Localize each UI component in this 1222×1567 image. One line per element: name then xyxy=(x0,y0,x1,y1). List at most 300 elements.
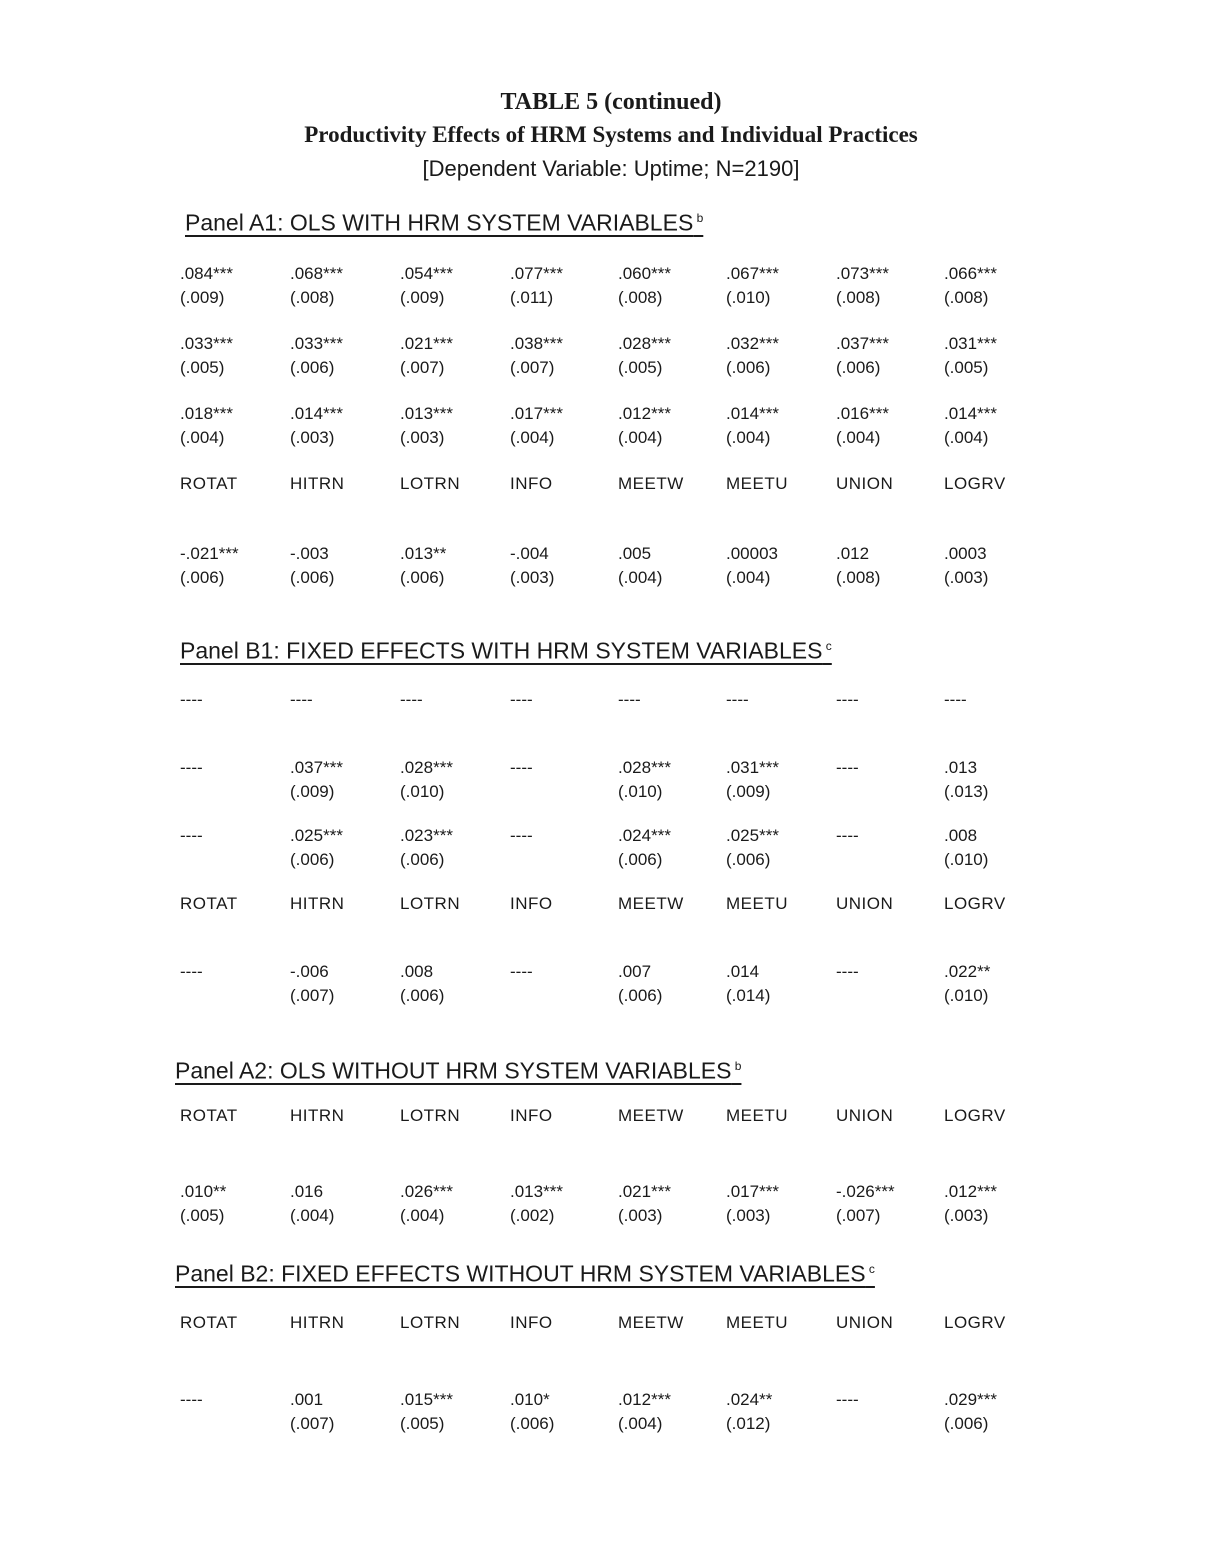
panel-heading-text: Panel A1: OLS WITH HRM SYSTEM VARIABLES xyxy=(185,209,694,236)
coefficient-estimate: .077*** xyxy=(510,264,563,283)
variable-label: LOGRV xyxy=(944,1313,1006,1332)
coefficient-estimate: .013** xyxy=(400,544,447,563)
standard-error xyxy=(510,780,620,804)
coefficient-estimate: .066*** xyxy=(944,264,997,283)
coefficient-cell xyxy=(836,824,946,872)
variable-header-row xyxy=(0,472,1222,496)
standard-error xyxy=(180,712,290,736)
coefficient-estimate: -.004 xyxy=(510,544,549,563)
coefficient-estimate: ---- xyxy=(836,758,859,777)
coefficient-estimate: .015*** xyxy=(400,1390,453,1409)
coefficient-estimate: ---- xyxy=(180,1390,203,1409)
panel-heading xyxy=(175,1052,741,1085)
coefficient-estimate: .016*** xyxy=(836,404,889,423)
variable-label: MEETW xyxy=(618,894,684,913)
standard-error: (.004) xyxy=(400,1206,445,1225)
coefficient-estimate: .037*** xyxy=(290,758,343,777)
coefficient-cell xyxy=(510,960,620,1008)
standard-error: (.004) xyxy=(618,1414,663,1433)
coefficient-estimate: .031*** xyxy=(726,758,779,777)
coefficient-estimate: .025*** xyxy=(290,826,343,845)
coefficient-cell xyxy=(944,262,1054,310)
standard-error: (.003) xyxy=(618,1206,663,1225)
coefficient-cell xyxy=(290,1180,400,1228)
standard-error: (.005) xyxy=(944,358,989,377)
variable-label: HITRN xyxy=(290,1106,345,1125)
standard-error: (.003) xyxy=(510,568,555,587)
coefficient-estimate: -.006 xyxy=(290,962,329,981)
coefficient-estimate: .014*** xyxy=(944,404,997,423)
coefficient-estimate: .067*** xyxy=(726,264,779,283)
coefficient-estimate: .060*** xyxy=(618,264,671,283)
coefficient-cell xyxy=(726,1388,836,1436)
coefficient-estimate: .026*** xyxy=(400,1182,453,1201)
coefficient-estimate: .013 xyxy=(944,758,978,777)
coefficient-cell xyxy=(290,960,400,1008)
footnote-marker: b xyxy=(731,1059,742,1073)
coefficient-estimate: .017*** xyxy=(726,1182,779,1201)
coefficient-estimate: .068*** xyxy=(290,264,343,283)
coefficient-estimate: ---- xyxy=(510,690,533,709)
coefficient-cell xyxy=(510,262,620,310)
standard-error: (.004) xyxy=(180,428,225,447)
coefficient-cell xyxy=(618,542,728,590)
variable-label: INFO xyxy=(510,1106,553,1125)
coefficient-cell xyxy=(180,756,290,804)
standard-error: (.010) xyxy=(400,782,445,801)
coefficient-cell xyxy=(944,1388,1054,1436)
coefficient-cell xyxy=(726,960,836,1008)
standard-error xyxy=(618,712,728,736)
standard-error: (.012) xyxy=(726,1414,771,1433)
standard-error: (.009) xyxy=(180,288,225,307)
coefficient-estimate: .028*** xyxy=(618,758,671,777)
variable-label: LOGRV xyxy=(944,894,1006,913)
coefficient-estimate: .084*** xyxy=(180,264,233,283)
coefficient-cell xyxy=(618,756,728,804)
coefficient-estimate: .014*** xyxy=(726,404,779,423)
coefficient-estimate: .038*** xyxy=(510,334,563,353)
variable-label: MEETU xyxy=(726,1313,788,1332)
standard-error xyxy=(510,848,620,872)
coefficient-estimate: ---- xyxy=(618,690,641,709)
coefficient-estimate: .073*** xyxy=(836,264,889,283)
panel-heading xyxy=(175,1255,875,1288)
standard-error: (.006) xyxy=(400,986,445,1005)
coefficient-estimate: .023*** xyxy=(400,826,453,845)
variable-label: INFO xyxy=(510,474,553,493)
standard-error: (.008) xyxy=(618,288,663,307)
standard-error: (.006) xyxy=(400,850,445,869)
standard-error: (.006) xyxy=(510,1414,555,1433)
dependent-variable-note: [Dependent Variable: Uptime; N=2190] xyxy=(422,156,800,181)
coefficient-cell xyxy=(836,332,946,380)
standard-error: (.010) xyxy=(618,782,663,801)
coefficient-estimate: .00003 xyxy=(726,544,778,563)
coefficient-row xyxy=(0,262,1222,314)
coefficient-estimate: .037*** xyxy=(836,334,889,353)
standard-error: (.007) xyxy=(290,986,335,1005)
coefficient-cell xyxy=(290,542,400,590)
coefficient-estimate: ---- xyxy=(944,690,967,709)
panel-heading-text: Panel A2: OLS WITHOUT HRM SYSTEM VARIABLES xyxy=(175,1057,732,1084)
table-subtitle: Productivity Effects of HRM Systems and Individual Practices xyxy=(304,122,918,147)
variable-label: LOTRN xyxy=(400,894,461,913)
coefficient-cell xyxy=(400,542,510,590)
coefficient-estimate: .012*** xyxy=(944,1182,997,1201)
coefficient-estimate: .001 xyxy=(290,1390,324,1409)
coefficient-cell xyxy=(726,402,836,450)
coefficient-estimate: .012 xyxy=(836,544,870,563)
coefficient-cell xyxy=(836,1388,946,1436)
variable-label: LOGRV xyxy=(944,474,1006,493)
standard-error xyxy=(836,712,946,736)
coefficient-estimate: .025*** xyxy=(726,826,779,845)
coefficient-estimate: .024** xyxy=(726,1390,773,1409)
standard-error: (.006) xyxy=(944,1414,989,1433)
coefficient-cell xyxy=(944,960,1054,1008)
standard-error: (.014) xyxy=(726,986,771,1005)
standard-error xyxy=(944,712,1054,736)
coefficient-estimate: .010* xyxy=(510,1390,550,1409)
coefficient-cell xyxy=(726,262,836,310)
standard-error: (.013) xyxy=(944,782,989,801)
coefficient-estimate: ---- xyxy=(836,1390,859,1409)
footnote-marker: b xyxy=(693,211,704,225)
standard-error: (.007) xyxy=(836,1206,881,1225)
standard-error: (.010) xyxy=(944,850,989,869)
coefficient-row xyxy=(0,1388,1222,1440)
standard-error: (.008) xyxy=(836,288,881,307)
coefficient-cell xyxy=(180,262,290,310)
variable-label: MEETW xyxy=(618,1313,684,1332)
variable-label: HITRN xyxy=(290,894,345,913)
standard-error: (.004) xyxy=(290,1206,335,1225)
coefficient-cell xyxy=(290,262,400,310)
variable-label: ROTAT xyxy=(180,1106,238,1125)
standard-error xyxy=(180,848,290,872)
variable-label: ROTAT xyxy=(180,474,238,493)
coefficient-estimate: .014 xyxy=(726,962,760,981)
standard-error: (.006) xyxy=(290,850,335,869)
coefficient-cell xyxy=(510,542,620,590)
standard-error: (.008) xyxy=(944,288,989,307)
coefficient-estimate: .018*** xyxy=(180,404,233,423)
coefficient-cell xyxy=(618,262,728,310)
coefficient-row xyxy=(0,542,1222,594)
coefficient-estimate: ---- xyxy=(180,826,203,845)
coefficient-estimate: .021*** xyxy=(618,1182,671,1201)
coefficient-cell xyxy=(180,688,290,736)
coefficient-estimate: .010** xyxy=(180,1182,227,1201)
standard-error: (.005) xyxy=(180,358,225,377)
variable-label: INFO xyxy=(510,1313,553,1332)
standard-error: (.006) xyxy=(290,358,335,377)
coefficient-estimate: -.026*** xyxy=(836,1182,895,1201)
coefficient-estimate: ---- xyxy=(510,962,533,981)
standard-error: (.008) xyxy=(290,288,335,307)
variable-header-row xyxy=(0,1104,1222,1128)
coefficient-estimate: .029*** xyxy=(944,1390,997,1409)
variable-label: LOTRN xyxy=(400,1106,461,1125)
coefficient-estimate: ---- xyxy=(180,758,203,777)
standard-error xyxy=(836,984,946,1008)
coefficient-cell xyxy=(400,262,510,310)
standard-error: (.003) xyxy=(290,428,335,447)
standard-error: (.007) xyxy=(510,358,555,377)
coefficient-estimate: .012*** xyxy=(618,404,671,423)
standard-error: (.003) xyxy=(944,1206,989,1225)
coefficient-estimate: ---- xyxy=(510,826,533,845)
coefficient-estimate: ---- xyxy=(836,690,859,709)
coefficient-row xyxy=(0,402,1222,454)
panel-heading xyxy=(180,632,832,665)
coefficient-cell xyxy=(180,402,290,450)
coefficient-cell xyxy=(618,402,728,450)
coefficient-estimate: .017*** xyxy=(510,404,563,423)
coefficient-row xyxy=(0,824,1222,876)
coefficient-estimate: .014*** xyxy=(290,404,343,423)
coefficient-row xyxy=(0,332,1222,384)
coefficient-cell xyxy=(726,688,836,736)
coefficient-estimate: .013*** xyxy=(400,404,453,423)
standard-error: (.010) xyxy=(726,288,771,307)
coefficient-cell xyxy=(180,1388,290,1436)
coefficient-cell xyxy=(944,542,1054,590)
table-title-block xyxy=(0,86,1222,186)
coefficient-estimate: .0003 xyxy=(944,544,987,563)
coefficient-row xyxy=(0,1180,1222,1232)
coefficient-cell xyxy=(510,824,620,872)
coefficient-estimate: .013*** xyxy=(510,1182,563,1201)
standard-error: (.006) xyxy=(726,358,771,377)
coefficient-cell xyxy=(726,756,836,804)
standard-error: (.003) xyxy=(726,1206,771,1225)
variable-label: LOGRV xyxy=(944,1106,1006,1125)
panel-heading-text: Panel B1: FIXED EFFECTS WITH HRM SYSTEM VARIABLES xyxy=(180,637,823,664)
coefficient-estimate: -.021*** xyxy=(180,544,239,563)
coefficient-cell xyxy=(290,824,400,872)
standard-error: (.004) xyxy=(618,428,663,447)
coefficient-cell xyxy=(618,1388,728,1436)
coefficient-cell xyxy=(400,960,510,1008)
standard-error: (.007) xyxy=(400,358,445,377)
coefficient-estimate: .031*** xyxy=(944,334,997,353)
standard-error: (.004) xyxy=(726,568,771,587)
standard-error: (.004) xyxy=(618,568,663,587)
coefficient-cell xyxy=(180,1180,290,1228)
standard-error xyxy=(400,712,510,736)
coefficient-cell xyxy=(836,542,946,590)
standard-error: (.003) xyxy=(400,428,445,447)
standard-error: (.006) xyxy=(836,358,881,377)
standard-error xyxy=(180,780,290,804)
coefficient-estimate: ---- xyxy=(180,690,203,709)
coefficient-cell xyxy=(290,756,400,804)
coefficient-row xyxy=(0,688,1222,740)
standard-error: (.004) xyxy=(944,428,989,447)
coefficient-cell xyxy=(618,824,728,872)
coefficient-cell xyxy=(510,688,620,736)
variable-label: MEETU xyxy=(726,1106,788,1125)
coefficient-cell xyxy=(944,402,1054,450)
coefficient-cell xyxy=(836,1180,946,1228)
variable-label: UNION xyxy=(836,1106,894,1125)
coefficient-row xyxy=(0,960,1222,1012)
coefficient-cell xyxy=(510,1180,620,1228)
variable-label: INFO xyxy=(510,894,553,913)
variable-label: MEETU xyxy=(726,894,788,913)
coefficient-estimate: .028*** xyxy=(400,758,453,777)
standard-error: (.004) xyxy=(836,428,881,447)
coefficient-estimate: ---- xyxy=(836,826,859,845)
variable-label: UNION xyxy=(836,894,894,913)
coefficient-cell xyxy=(180,332,290,380)
variable-header-row xyxy=(0,1311,1222,1335)
coefficient-cell xyxy=(836,756,946,804)
coefficient-cell xyxy=(618,332,728,380)
standard-error xyxy=(510,712,620,736)
coefficient-estimate: -.003 xyxy=(290,544,329,563)
coefficient-estimate: ---- xyxy=(400,690,423,709)
standard-error: (.006) xyxy=(400,568,445,587)
standard-error xyxy=(836,780,946,804)
standard-error xyxy=(510,984,620,1008)
coefficient-estimate: ---- xyxy=(726,690,749,709)
coefficient-cell xyxy=(400,824,510,872)
coefficient-cell xyxy=(944,756,1054,804)
panel-heading-text: Panel B2: FIXED EFFECTS WITHOUT HRM SYSTEM VARIABLES xyxy=(175,1260,866,1287)
coefficient-estimate: .054*** xyxy=(400,264,453,283)
coefficient-cell xyxy=(726,1180,836,1228)
standard-error xyxy=(726,712,836,736)
coefficient-estimate: .033*** xyxy=(290,334,343,353)
standard-error: (.010) xyxy=(944,986,989,1005)
variable-header-row xyxy=(0,892,1222,916)
coefficient-cell xyxy=(836,960,946,1008)
variable-label: LOTRN xyxy=(400,474,461,493)
coefficient-estimate: .022** xyxy=(944,962,991,981)
coefficient-estimate: .016 xyxy=(290,1182,324,1201)
standard-error: (.009) xyxy=(726,782,771,801)
coefficient-cell xyxy=(180,960,290,1008)
standard-error: (.005) xyxy=(400,1414,445,1433)
standard-error: (.005) xyxy=(180,1206,225,1225)
footnote-marker: c xyxy=(865,1262,875,1276)
standard-error: (.009) xyxy=(290,782,335,801)
coefficient-cell xyxy=(180,824,290,872)
standard-error: (.002) xyxy=(510,1206,555,1225)
coefficient-cell xyxy=(726,542,836,590)
standard-error xyxy=(836,848,946,872)
coefficient-cell xyxy=(836,688,946,736)
coefficient-cell xyxy=(400,756,510,804)
variable-label: MEETU xyxy=(726,474,788,493)
standard-error xyxy=(180,984,290,1008)
coefficient-cell xyxy=(944,688,1054,736)
coefficient-cell xyxy=(510,402,620,450)
standard-error: (.008) xyxy=(836,568,881,587)
coefficient-cell xyxy=(510,1388,620,1436)
coefficient-estimate: .032*** xyxy=(726,334,779,353)
coefficient-cell xyxy=(618,960,728,1008)
variable-label: HITRN xyxy=(290,474,345,493)
standard-error: (.004) xyxy=(726,428,771,447)
coefficient-cell xyxy=(290,402,400,450)
standard-error: (.011) xyxy=(510,288,554,307)
table-title: TABLE 5 (continued) xyxy=(500,89,722,115)
coefficient-cell xyxy=(400,1180,510,1228)
coefficient-cell xyxy=(618,688,728,736)
variable-label: HITRN xyxy=(290,1313,345,1332)
standard-error: (.004) xyxy=(510,428,555,447)
coefficient-cell xyxy=(944,1180,1054,1228)
panel-heading xyxy=(185,204,703,237)
coefficient-cell xyxy=(290,332,400,380)
coefficient-cell xyxy=(618,1180,728,1228)
coefficient-estimate: ---- xyxy=(836,962,859,981)
standard-error: (.006) xyxy=(618,986,663,1005)
standard-error: (.006) xyxy=(290,568,335,587)
variable-label: MEETW xyxy=(618,474,684,493)
coefficient-cell xyxy=(290,688,400,736)
coefficient-estimate: .028*** xyxy=(618,334,671,353)
coefficient-estimate: ---- xyxy=(510,758,533,777)
standard-error: (.009) xyxy=(400,288,445,307)
variable-label: UNION xyxy=(836,1313,894,1332)
standard-error: (.006) xyxy=(618,850,663,869)
standard-error: (.003) xyxy=(944,568,989,587)
variable-label: ROTAT xyxy=(180,894,238,913)
standard-error: (.006) xyxy=(180,568,225,587)
standard-error xyxy=(180,1412,290,1436)
coefficient-cell xyxy=(836,262,946,310)
standard-error: (.006) xyxy=(726,850,771,869)
coefficient-cell xyxy=(400,332,510,380)
coefficient-estimate: .005 xyxy=(618,544,652,563)
coefficient-estimate: .024*** xyxy=(618,826,671,845)
coefficient-estimate: .033*** xyxy=(180,334,233,353)
footnote-marker: c xyxy=(822,639,832,653)
standard-error xyxy=(836,1412,946,1436)
standard-error: (.007) xyxy=(290,1414,335,1433)
standard-error xyxy=(290,712,400,736)
coefficient-estimate: ---- xyxy=(290,690,313,709)
coefficient-cell xyxy=(726,332,836,380)
coefficient-cell xyxy=(290,1388,400,1436)
coefficient-cell xyxy=(400,688,510,736)
coefficient-cell xyxy=(400,1388,510,1436)
coefficient-cell xyxy=(180,542,290,590)
coefficient-row xyxy=(0,756,1222,808)
coefficient-estimate: ---- xyxy=(180,962,203,981)
standard-error: (.005) xyxy=(618,358,663,377)
variable-label: ROTAT xyxy=(180,1313,238,1332)
variable-label: UNION xyxy=(836,474,894,493)
variable-label: MEETW xyxy=(618,1106,684,1125)
variable-label: LOTRN xyxy=(400,1313,461,1332)
coefficient-cell xyxy=(944,332,1054,380)
coefficient-cell xyxy=(836,402,946,450)
coefficient-cell xyxy=(726,824,836,872)
coefficient-cell xyxy=(944,824,1054,872)
coefficient-cell xyxy=(400,402,510,450)
coefficient-estimate: .012*** xyxy=(618,1390,671,1409)
coefficient-cell xyxy=(510,756,620,804)
coefficient-estimate: .008 xyxy=(400,962,434,981)
coefficient-estimate: .008 xyxy=(944,826,978,845)
coefficient-estimate: .007 xyxy=(618,962,652,981)
